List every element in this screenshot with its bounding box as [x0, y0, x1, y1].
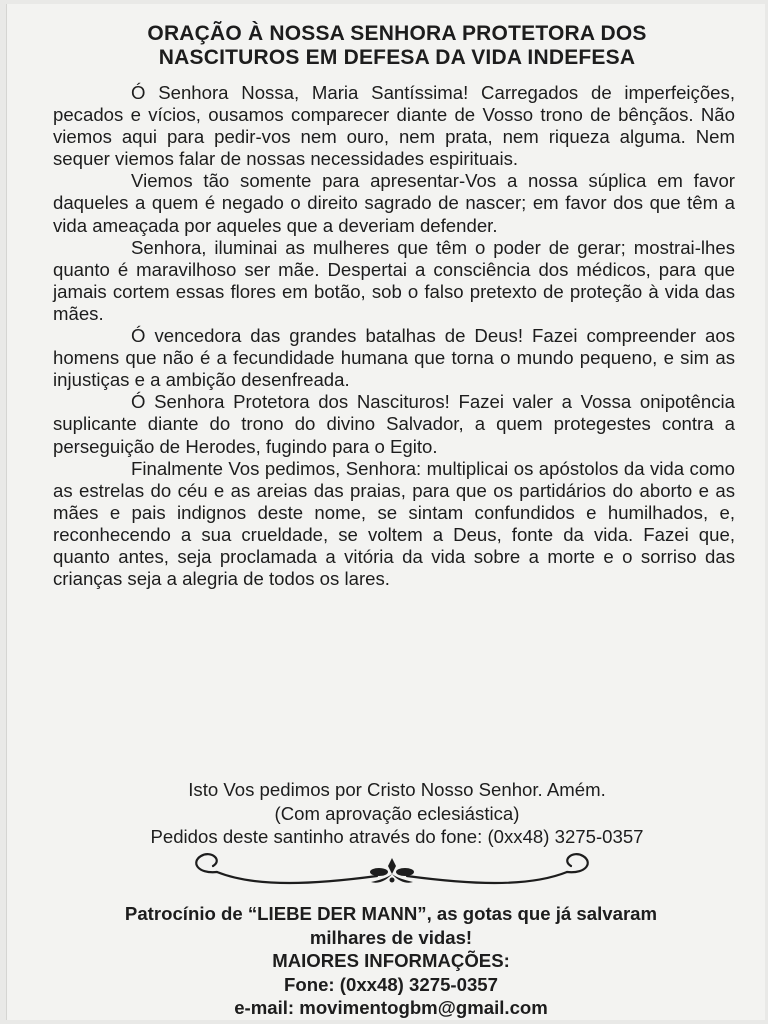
title-line-2: NASCITUROS EM DEFESA DA VIDA INDEFESA: [158, 46, 636, 69]
prayer-paragraph: Finalmente Vos pedimos, Senhora: multiplicai os apóstolos da vida como as estrelas do céu e as areias das praias, para que os partidários do aborto e as mães e pais indignos deste nome, se sintam confundidos e humilhados, e, reconhecendo a sua crueldade, se voltem a Deus, fonte da vida. Fazei que, quanto antes, seja proclamada a vitória da vida sobre a morte e o sorriso das crianças seja a alegria de todos os lares.: [53, 457, 735, 590]
prayer-paragraph: Ó vencedora das grandes batalhas de Deus! Fazei compreender aos homens que não é a fecundidade humana que torna o mundo pequeno, e sim as injustiças e a ambição desenfreada.: [53, 325, 735, 391]
sponsor-line-1: Patrocínio de “LIEBE DER MANN”, as gotas que já salvaram: [124, 903, 658, 924]
prayer-paragraph: Senhora, iluminai as mulheres que têm o poder de gerar; mostrai-lhes quanto é maravilhoso ser mãe. Despertai a consciência dos médicos, para que jamais cortem essas flores em botão, sob o falso pretexto de proteção à vida das mães.: [53, 236, 735, 324]
amen-line: Isto Vos pedimos por Cristo Nosso Senhor. Amém.: [188, 779, 606, 800]
footer-phone: Fone: (0xx48) 3275-0357: [284, 973, 498, 995]
closing-block: [47, 778, 747, 849]
info-heading: MAIORES INFORMAÇÕES:: [272, 950, 510, 971]
scroll-flourish-icon: [187, 850, 597, 894]
title-line-1: ORAÇÃO À NOSSA SENHORA PROTETORA DOS: [147, 22, 647, 45]
prayer-paragraph: Viemos tão somente para apresentar-Vos a nossa súplica em favor daqueles a quem é negado o direito sagrado de nascer; em favor dos que têm a vida ameaçada por aqueles que a deveriam defender.: [53, 170, 735, 236]
prayer-paragraph: Ó Senhora Nossa, Maria Santíssima! Carregados de imperfeições, pecados e vícios, ousamos comparecer diante de Vosso trono de bênçãos. Não viemos aqui para pedir-vos nem ouro, nem prata, nem riqueza alguma. Nem sequer viemos falar de nossas necessidades espirituais.: [53, 82, 735, 170]
approval-line: (Com aprovação eclesiástica): [274, 802, 520, 824]
prayer-title: [47, 22, 747, 70]
prayer-card: [6, 4, 765, 1020]
prayer-paragraph: Ó Senhora Protetora dos Nascituros! Fazei valer a Vossa onipotência suplicante diante do trono do divino Salvador, a quem protegestes contra a perseguição de Herodes, fugindo para o Egito.: [53, 391, 735, 457]
prayer-body: [53, 82, 735, 590]
footer-email: e-mail: movimentogbm@gmail.com: [234, 997, 548, 1018]
sponsor-line-2: milhares de vidas!: [309, 926, 473, 948]
footer-block: [37, 902, 745, 1020]
orders-phone-line: Pedidos deste santinho através do fone: (0xx48) 3275-0357: [150, 826, 644, 847]
